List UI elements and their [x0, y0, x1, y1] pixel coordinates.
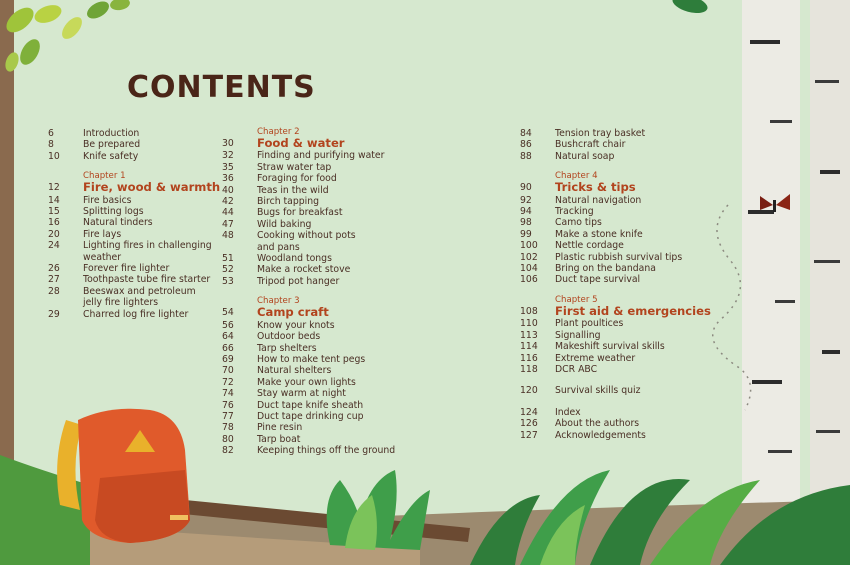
chapter-title: Fire, wood & warmth — [83, 180, 221, 195]
toc-entry[interactable] — [520, 418, 720, 429]
entry-title: Duct tape survival — [555, 274, 641, 286]
entry-page-number: 120 — [520, 385, 538, 397]
toc-entry[interactable] — [520, 274, 720, 285]
entry-title: Plastic rubbish survival tips — [555, 251, 683, 263]
toc-entry[interactable] — [520, 252, 720, 263]
toc-entry[interactable] — [222, 230, 422, 253]
entry-page-number: 80 — [222, 433, 234, 445]
entry-title: Natural shelters — [257, 365, 332, 377]
entry-page-number: 52 — [222, 264, 234, 276]
entry-title: Duct tape knife sheath — [257, 399, 364, 411]
toc-entry[interactable] — [520, 139, 720, 150]
entry-title: Acknowledgements — [555, 429, 646, 441]
toc-entry[interactable] — [520, 263, 720, 274]
toc-entry[interactable] — [520, 229, 720, 240]
toc-entry[interactable] — [48, 128, 248, 139]
toc-spacer — [520, 397, 720, 407]
entry-page-number: 72 — [222, 376, 234, 388]
chapter-page-number: 108 — [520, 305, 538, 317]
entry-page-number: 88 — [520, 150, 532, 162]
entry-title: Lighting fires in challenging — [83, 240, 212, 252]
toc-entry[interactable] — [520, 128, 720, 139]
toc-entry[interactable] — [222, 276, 422, 287]
entry-page-number: 92 — [520, 194, 532, 206]
entry-title: Foraging for food — [257, 173, 337, 185]
entry-page-number: 99 — [520, 228, 532, 240]
entry-title: weather — [83, 251, 122, 263]
toc-entry[interactable] — [520, 195, 720, 206]
toc-entry[interactable] — [222, 354, 422, 365]
chapter-heading[interactable] — [222, 297, 422, 319]
chapter-heading[interactable] — [520, 296, 720, 318]
toc-entry[interactable] — [222, 377, 422, 388]
entry-title: Bugs for breakfast — [257, 207, 343, 219]
entry-page-number: 6 — [48, 128, 54, 139]
toc-entry[interactable] — [520, 217, 720, 228]
toc-entry[interactable] — [520, 330, 720, 341]
entry-title: Natural soap — [555, 150, 615, 162]
chapter-label: Chapter 1 — [83, 171, 126, 182]
entry-title: Wild baking — [257, 218, 312, 230]
toc-entry[interactable] — [520, 206, 720, 217]
entry-title: Beeswax and petroleum — [83, 285, 196, 297]
entry-page-number: 24 — [48, 240, 60, 252]
entry-page-number: 100 — [520, 240, 538, 252]
entry-page-number: 70 — [222, 365, 234, 377]
birch-trunks — [742, 0, 850, 540]
entry-page-number: 64 — [222, 331, 234, 343]
toc-entry[interactable] — [222, 162, 422, 173]
entry-page-number: 20 — [48, 228, 60, 240]
entry-page-number: 86 — [520, 139, 532, 151]
entry-title: Plant poultices — [555, 318, 624, 330]
entry-page-number: 56 — [222, 319, 234, 331]
toc-entry[interactable] — [222, 445, 422, 456]
toc-entry[interactable] — [48, 286, 248, 309]
toc-entry[interactable] — [520, 353, 720, 364]
entry-page-number: 110 — [520, 318, 538, 330]
chapter-page-number: 12 — [48, 182, 60, 194]
entry-page-number: 78 — [222, 422, 234, 434]
toc-entry[interactable] — [520, 385, 720, 396]
toc-entry[interactable] — [222, 185, 422, 196]
entry-title: Natural navigation — [555, 194, 642, 206]
entry-title: Natural tinders — [83, 217, 153, 229]
top-left-leaves — [2, 0, 131, 73]
entry-title: Extreme weather — [555, 352, 636, 364]
entry-page-number: 53 — [222, 275, 234, 287]
entry-title: Pine resin — [257, 422, 303, 434]
toc-entry[interactable] — [222, 331, 422, 342]
entry-page-number: 26 — [48, 263, 60, 275]
entry-title: Straw water tap — [257, 161, 332, 173]
entry-page-number: 77 — [222, 410, 234, 422]
entry-title: jelly fire lighters — [83, 297, 159, 309]
entry-title: Splitting logs — [83, 206, 144, 218]
entry-title: Be prepared — [83, 139, 141, 151]
entry-title: Camo tips — [555, 217, 602, 229]
entry-title: and pans — [257, 241, 300, 253]
entry-page-number: 104 — [520, 263, 538, 275]
entry-page-number: 32 — [222, 150, 234, 162]
entry-title: Nettle cordage — [555, 240, 624, 252]
toc-entry[interactable] — [222, 365, 422, 376]
entry-title: Charred log fire lighter — [83, 308, 189, 320]
chapter-heading[interactable] — [222, 128, 422, 150]
toc-entry[interactable] — [48, 309, 248, 320]
entry-page-number: 14 — [48, 194, 60, 206]
entry-page-number: 116 — [520, 352, 538, 364]
chapter-page-number: 30 — [222, 138, 234, 149]
entry-title: Teas in the wild — [257, 184, 329, 196]
entry-title: Knife safety — [83, 150, 139, 162]
toc-entry[interactable] — [222, 264, 422, 275]
toc-entry[interactable] — [222, 343, 422, 354]
chapter-heading[interactable] — [520, 172, 720, 194]
entry-page-number: 51 — [222, 253, 234, 265]
toc-entry[interactable] — [48, 139, 248, 150]
entry-title: Birch tapping — [257, 196, 320, 208]
entry-page-number: 42 — [222, 196, 234, 208]
entry-title: Tripod pot hanger — [257, 275, 340, 287]
toc-entry[interactable] — [222, 434, 422, 445]
toc-entry[interactable] — [48, 229, 248, 240]
entry-page-number: 102 — [520, 251, 538, 263]
entry-page-number: 35 — [222, 161, 234, 173]
chapter-heading[interactable] — [48, 172, 248, 194]
toc-entry[interactable] — [222, 411, 422, 422]
entry-page-number: 82 — [222, 445, 234, 457]
toc-entry[interactable] — [48, 206, 248, 217]
chapter-title: Food & water — [257, 136, 345, 150]
entry-page-number: 106 — [520, 274, 538, 286]
entry-title: Makeshift survival skills — [555, 341, 665, 353]
toc-column-2 — [222, 128, 422, 457]
toc-entry[interactable] — [48, 217, 248, 228]
toc-entry[interactable] — [222, 150, 422, 161]
entry-title: Forever fire lighter — [83, 263, 170, 275]
entry-title: Introduction — [83, 128, 140, 139]
toc-entry[interactable] — [520, 240, 720, 251]
chapter-label: Chapter 2 — [257, 127, 300, 137]
entry-page-number: 127 — [520, 429, 538, 441]
toc-entry[interactable] — [520, 341, 720, 352]
green-bush — [327, 470, 430, 550]
toc-entry[interactable] — [222, 173, 422, 184]
entry-title: Tracking — [555, 206, 594, 218]
chapter-title: Camp craft — [257, 305, 329, 320]
entry-page-number: 40 — [222, 184, 234, 196]
entry-title: How to make tent pegs — [257, 353, 366, 365]
page-title: CONTENTS — [127, 70, 316, 105]
entry-page-number: 28 — [48, 285, 60, 297]
entry-page-number: 124 — [520, 406, 538, 418]
entry-title: Bushcraft chair — [555, 139, 626, 151]
chapter-label: Chapter 5 — [555, 294, 598, 305]
toc-entry[interactable] — [48, 240, 248, 263]
toc-spacer — [520, 375, 720, 385]
entry-page-number: 98 — [520, 217, 532, 229]
entry-page-number: 76 — [222, 399, 234, 411]
entry-page-number: 126 — [520, 418, 538, 430]
entry-title: Fire lays — [83, 228, 122, 240]
toc-entry[interactable] — [222, 400, 422, 411]
entry-title: Cooking without pots — [257, 230, 356, 242]
toc-entry[interactable] — [520, 364, 720, 375]
entry-page-number: 8 — [48, 139, 54, 151]
entry-page-number: 29 — [48, 308, 60, 320]
toc-entry[interactable] — [520, 407, 720, 418]
toc-entry[interactable] — [48, 195, 248, 206]
toc-column-3 — [520, 128, 720, 441]
toc-entry[interactable] — [222, 196, 422, 207]
entry-title: Signalling — [555, 329, 601, 341]
toc-entry[interactable] — [520, 151, 720, 162]
chapter-title: First aid & emergencies — [555, 303, 711, 318]
entry-page-number: 113 — [520, 329, 538, 341]
entry-page-number: 118 — [520, 363, 538, 375]
entry-title: Know your knots — [257, 319, 335, 331]
chapter-title: Tricks & tips — [555, 180, 636, 195]
toc-entry[interactable] — [222, 207, 422, 218]
entry-page-number: 47 — [222, 218, 234, 230]
entry-page-number: 94 — [520, 206, 532, 218]
entry-title: Tarp boat — [257, 433, 301, 445]
toc-entry[interactable] — [520, 430, 720, 441]
entry-page-number: 69 — [222, 353, 234, 365]
chapter-page-number: 54 — [222, 307, 234, 319]
entry-title: Tarp shelters — [257, 342, 317, 354]
entry-page-number: 66 — [222, 342, 234, 354]
toc-entry[interactable] — [222, 253, 422, 264]
entry-page-number: 16 — [48, 217, 60, 229]
entry-page-number: 36 — [222, 173, 234, 185]
entry-title: Tension tray basket — [555, 128, 646, 139]
entry-title: Keeping things off the ground — [257, 445, 396, 457]
entry-page-number: 44 — [222, 207, 234, 219]
toc-entry[interactable] — [222, 388, 422, 399]
chapter-page-number: 90 — [520, 182, 532, 194]
toc-entry[interactable] — [222, 219, 422, 230]
entry-title: Make your own lights — [257, 376, 356, 388]
toc-entry[interactable] — [48, 151, 248, 162]
entry-title: Duct tape drinking cup — [257, 410, 364, 422]
entry-page-number: 84 — [520, 128, 532, 139]
entry-page-number: 114 — [520, 341, 538, 353]
entry-page-number: 48 — [222, 230, 234, 242]
toc-entry[interactable] — [222, 422, 422, 433]
toc-entry[interactable] — [520, 318, 720, 329]
entry-page-number: 74 — [222, 388, 234, 400]
entry-title: Make a rocket stove — [257, 264, 351, 276]
entry-title: Woodland tongs — [257, 253, 332, 265]
left-grass — [0, 455, 90, 565]
entry-title: Survival skills quiz — [555, 385, 641, 397]
entry-title: Fire basics — [83, 194, 132, 206]
entry-page-number: 27 — [48, 274, 60, 286]
toc-column-1 — [48, 128, 248, 320]
entry-title: Stay warm at night — [257, 388, 346, 400]
chapter-label: Chapter 4 — [555, 171, 598, 182]
entry-title: Make a stone knife — [555, 228, 643, 240]
toc-entry[interactable] — [222, 320, 422, 331]
entry-page-number: 15 — [48, 206, 60, 218]
entry-title: Finding and purifying water — [257, 150, 385, 162]
entry-title: DCR ABC — [555, 363, 598, 375]
entry-title: About the authors — [555, 418, 640, 430]
toc-entry[interactable] — [48, 274, 248, 285]
entry-title: Outdoor beds — [257, 331, 321, 343]
entry-title: Index — [555, 406, 581, 418]
entry-title: Bring on the bandana — [555, 263, 656, 275]
toc-entry[interactable] — [48, 263, 248, 274]
entry-page-number: 10 — [48, 150, 60, 162]
entry-title: Toothpaste tube fire starter — [83, 274, 211, 286]
chapter-label: Chapter 3 — [257, 296, 300, 307]
